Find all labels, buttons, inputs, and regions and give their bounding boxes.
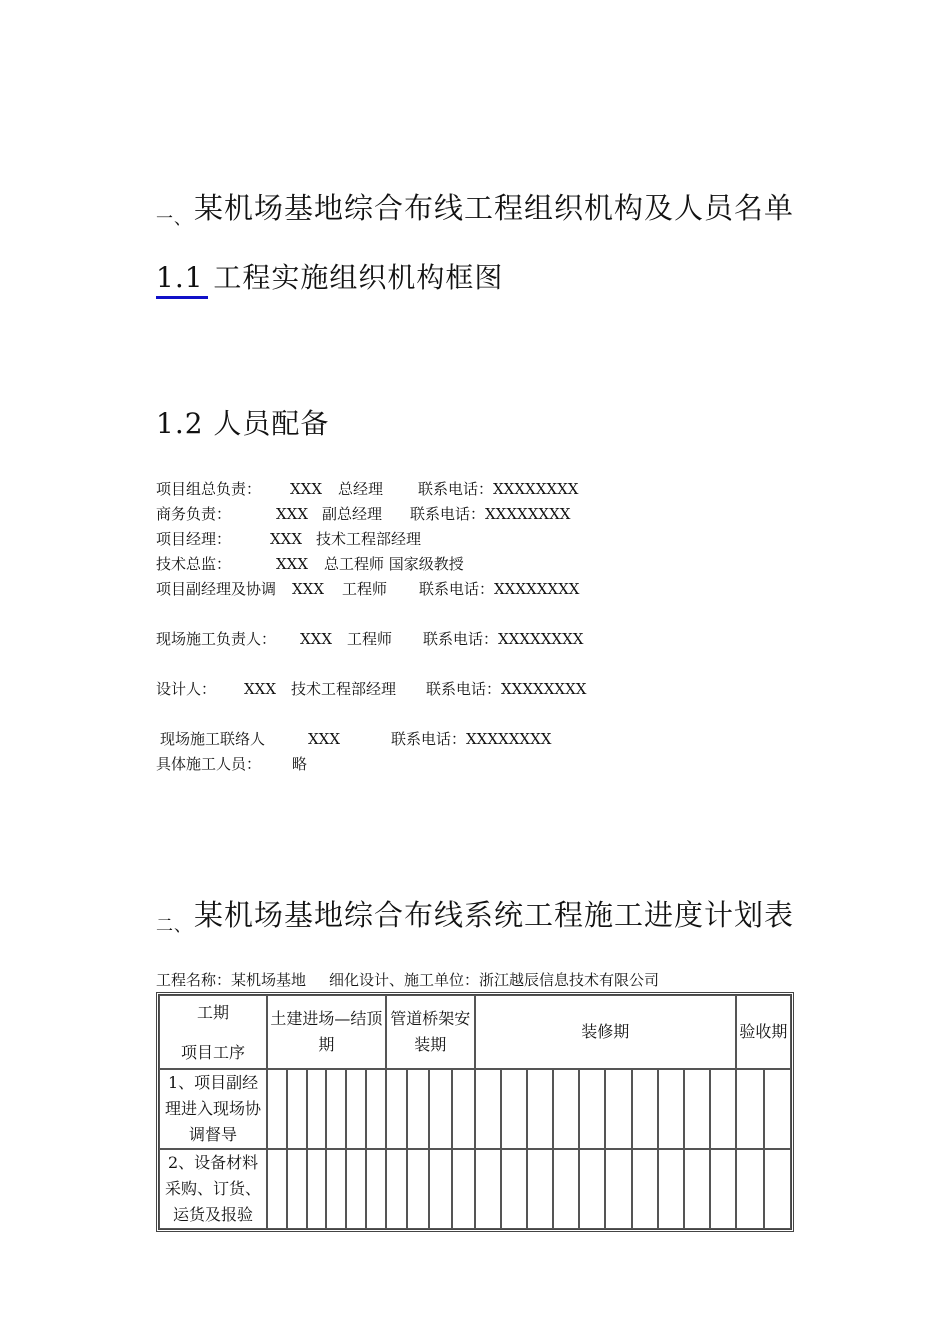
- schedule-cell: [632, 1149, 658, 1229]
- staff-role: 技术总监：: [156, 555, 232, 573]
- staff-phone: 联系电话：XXXXXXXX: [423, 630, 584, 648]
- schedule-cell: [475, 1069, 501, 1149]
- schedule-cell: [346, 1069, 366, 1149]
- staff-name: XXX: [276, 555, 309, 573]
- schedule-cell: [407, 1069, 429, 1149]
- schedule-cell: [632, 1069, 658, 1149]
- staff-title: 技术工程部经理: [316, 530, 422, 548]
- staff-row-1: [156, 502, 570, 527]
- staff-role: 项目组总负责：: [156, 480, 262, 498]
- schedule-corner-cell: [159, 995, 267, 1069]
- schedule-row: [159, 1069, 791, 1149]
- staff-role: 具体施工人员：: [156, 755, 262, 773]
- staff-phone: 联系电话：XXXXXXXX: [419, 580, 580, 598]
- schedule-cell: [579, 1069, 605, 1149]
- staff-row-4: [156, 577, 579, 602]
- schedule-row-label: 1、项目副经理进入现场协调督导: [159, 1069, 267, 1149]
- schedule-row: [159, 1149, 791, 1229]
- schedule-cell: [605, 1069, 632, 1149]
- section-2-heading: [156, 893, 794, 936]
- schedule-cell: [407, 1149, 429, 1229]
- staff-role: 商务负责：: [156, 505, 232, 523]
- subsection-1-1-title: 1.1 工程实施组织机构框图: [156, 261, 504, 294]
- schedule-cell: [501, 1149, 527, 1229]
- corner-top-label: 工期: [197, 1003, 230, 1022]
- schedule-cell: [307, 1069, 327, 1149]
- phase-header: 验收期: [736, 995, 791, 1069]
- corner-bottom-label: 项目工序: [181, 1043, 246, 1062]
- schedule-cell: [710, 1069, 736, 1149]
- project-name: 工程名称：某机场基地: [156, 971, 307, 989]
- schedule-cell: [267, 1069, 287, 1149]
- schedule-cell: [287, 1149, 307, 1229]
- schedule-cell: [326, 1069, 346, 1149]
- schedule-cell: [684, 1069, 710, 1149]
- section-1-heading: [156, 186, 794, 229]
- section-1-number: 一、: [156, 209, 192, 229]
- schedule-cell: [501, 1069, 527, 1149]
- phase-header: 土建进场—结顶期: [267, 995, 385, 1069]
- staff-row-6: [156, 677, 586, 702]
- project-info-line: [156, 969, 659, 990]
- staff-name: XXX: [300, 630, 333, 648]
- subsection-1-2-title: 1.2 人员配备: [156, 407, 330, 440]
- phase-header: 管道桥架安装期: [386, 995, 475, 1069]
- schedule-table: [156, 992, 794, 1232]
- schedule-cell: [287, 1069, 307, 1149]
- heading-underline-mark: [156, 296, 208, 299]
- schedule-cell: [684, 1149, 710, 1229]
- schedule-cell: [307, 1149, 327, 1229]
- schedule-cell: [452, 1069, 475, 1149]
- schedule-cell: [658, 1069, 684, 1149]
- schedule-cell: [527, 1069, 553, 1149]
- staff-name: XXX: [292, 580, 325, 598]
- schedule-cell: [736, 1069, 764, 1149]
- schedule-cell: [605, 1149, 632, 1229]
- schedule-cell: [764, 1149, 791, 1229]
- section-2-title: 某机场基地综合布线系统工程施工进度计划表: [194, 898, 795, 932]
- schedule-cell: [386, 1069, 408, 1149]
- staff-title: 工程师: [347, 630, 393, 648]
- staff-title: 总工程师 国家级教授: [324, 555, 464, 573]
- staff-row-3: [156, 552, 464, 577]
- schedule-cell: [429, 1069, 452, 1149]
- schedule-cell: [452, 1149, 475, 1229]
- schedule-cell: [326, 1149, 346, 1229]
- staff-row-0: [156, 477, 578, 502]
- phase-header: 装修期: [475, 995, 736, 1069]
- schedule-cell: [429, 1149, 452, 1229]
- schedule-cell: [267, 1149, 287, 1229]
- staff-phone: 联系电话：XXXXXXXX: [391, 730, 552, 748]
- staff-title: 技术工程部经理: [291, 680, 397, 698]
- schedule-cell: [710, 1149, 736, 1229]
- staff-role: 项目副经理及协调: [156, 580, 277, 598]
- staff-role: 现场施工联络人: [160, 730, 266, 748]
- schedule-row-label: 2、设备材料采购、订货、运货及报验: [159, 1149, 267, 1229]
- staff-role: 现场施工负责人：: [156, 630, 277, 648]
- staff-phone: 联系电话：XXXXXXXX: [426, 680, 587, 698]
- staff-name: XXX: [308, 730, 341, 748]
- schedule-cell: [366, 1149, 386, 1229]
- staff-row-2: [156, 527, 421, 552]
- project-unit: 细化设计、施工单位：浙江越辰信息技术有限公司: [329, 971, 660, 989]
- schedule-cell: [475, 1149, 501, 1229]
- staff-name: XXX: [276, 505, 309, 523]
- staff-title: 总经理: [338, 480, 384, 498]
- schedule-cell: [579, 1149, 605, 1229]
- staff-row-5: [156, 627, 583, 652]
- staff-title: 工程师: [342, 580, 388, 598]
- schedule-cell: [736, 1149, 764, 1229]
- schedule-cell: [658, 1149, 684, 1229]
- schedule-cell: [366, 1069, 386, 1149]
- staff-name: XXX: [290, 480, 323, 498]
- schedule-header-row: [159, 995, 791, 1069]
- staff-row-7: [160, 727, 551, 752]
- staff-phone: 联系电话：XXXXXXXX: [410, 505, 571, 523]
- staff-name: XXX: [270, 530, 303, 548]
- schedule-cell: [764, 1069, 791, 1149]
- staff-name: 略: [292, 755, 308, 773]
- schedule-cell: [553, 1069, 579, 1149]
- staff-name: XXX: [244, 680, 277, 698]
- staff-role: 项目经理：: [156, 530, 232, 548]
- schedule-cell: [386, 1149, 408, 1229]
- staff-title: 副总经理: [322, 505, 383, 523]
- staff-row-8: [156, 752, 307, 777]
- schedule-cell: [553, 1149, 579, 1229]
- section-2-number: 二、: [156, 916, 192, 936]
- schedule-cell: [346, 1149, 366, 1229]
- section-1-title: 某机场基地综合布线工程组织机构及人员名单: [194, 191, 795, 225]
- staff-phone: 联系电话：XXXXXXXX: [418, 480, 579, 498]
- schedule-cell: [527, 1149, 553, 1229]
- staff-role: 设计人：: [156, 680, 217, 698]
